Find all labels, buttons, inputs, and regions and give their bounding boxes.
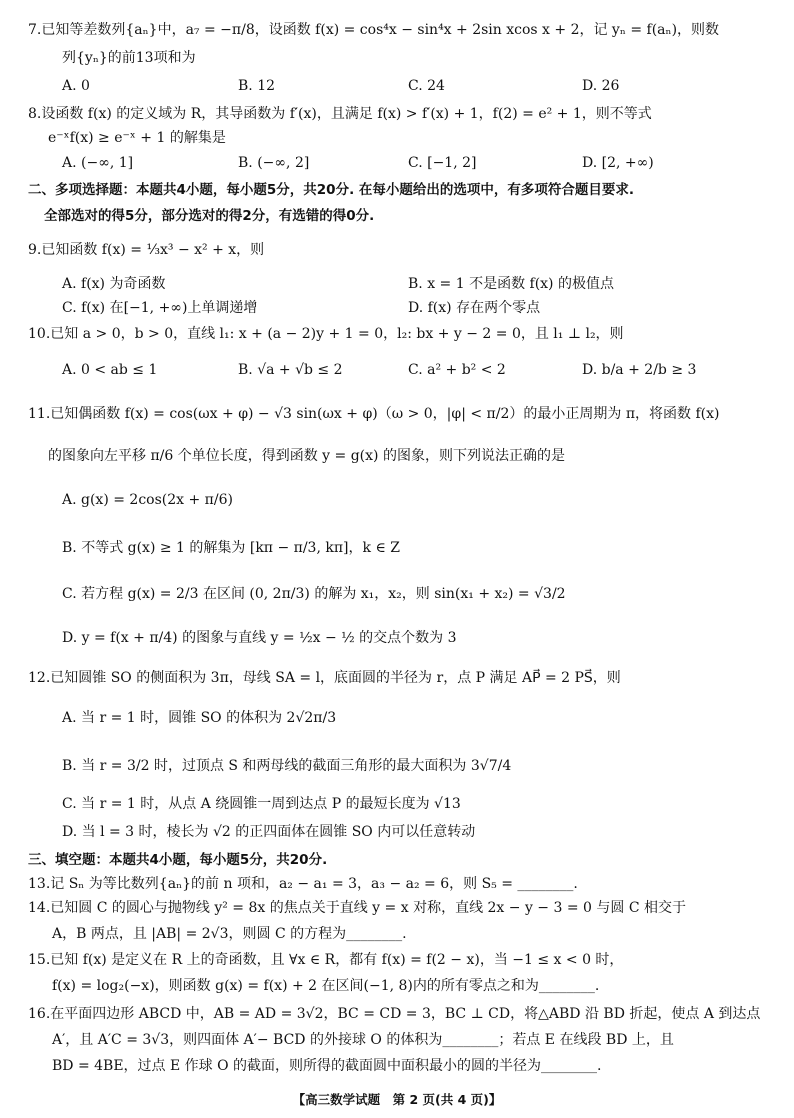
q12-option-a: A. 当 r = 1 时，圆锥 SO 的体积为 2√2π/3 xyxy=(62,710,337,726)
q7-option-d: D. 26 xyxy=(582,78,620,94)
q10-option-b: B. √a + √b ≤ 2 xyxy=(238,362,343,378)
q8-option-d: D. [2, +∞) xyxy=(582,155,654,171)
q12-option-b: B. 当 r = 3/2 时，过顶点 S 和两母线的截面三角形的最大面积为 3√7/4 xyxy=(62,758,512,774)
q8-option-c: C. [−1, 2] xyxy=(408,155,477,171)
q14-line1: 14.已知圆 C 的圆心与抛物线 y² = 8x 的焦点关于直线 y = x 对称，直线 2x − y − 3 = 0 与圆 C 相交于 xyxy=(28,900,686,916)
q13-stem: 13.记 Sₙ 为等比数列{aₙ}的前 n 项和，a₂ − a₁ = 3，a₃ − a₂ = 6，则 S₅ = ________. xyxy=(28,876,578,892)
section2-heading-line2: 全部选对的得5分，部分选对的得2分，有选错的得0分. xyxy=(44,208,375,224)
page-footer: 【高三数学试题 第 2 页(共 4 页)】 xyxy=(292,1092,502,1107)
section2-heading-line1: 二、多项选择题：本题共4小题，每小题5分，共20分. 在每小题给出的选项中，有多项符合题目要求. xyxy=(28,182,635,198)
q9-stem: 9.已知函数 f(x) = ⅓x³ − x² + x，则 xyxy=(28,242,265,258)
q8-stem-line2: e⁻ˣf(x) ≥ e⁻ˣ + 1 的解集是 xyxy=(48,130,226,146)
q7-stem-line2: 列{yₙ}的前13项和为 xyxy=(62,50,196,66)
q11-option-c: C. 若方程 g(x) = 2/3 在区间 (0, 2π/3) 的解为 x₁，x₂，则 sin(x₁ + x₂) = √3/2 xyxy=(62,586,566,602)
q10-option-a: A. 0 < ab ≤ 1 xyxy=(62,362,158,378)
q10-stem: 10.已知 a > 0，b > 0，直线 l₁: x + (a − 2)y + 1 = 0，l₂: bx + y − 2 = 0，且 l₁ ⊥ l₂，则 xyxy=(28,326,624,342)
q16-line1: 16.在平面四边形 ABCD 中，AB = AD = 3√2，BC = CD = 3，BC ⊥ CD，将△ABD 沿 BD 折起，使点 A 到达点 xyxy=(28,1006,761,1022)
q11-option-a: A. g(x) = 2cos(2x + π/6) xyxy=(62,492,233,508)
q11-stem-line1: 11.已知偶函数 f(x) = cos(ωx + φ) − √3 sin(ωx + φ)（ω > 0，|φ| < π/2）的最小正周期为 π，将函数 f(x) xyxy=(28,406,720,422)
q16-line2: A′，且 A′C = 3√3，则四面体 A′− BCD 的外接球 O 的体积为________；若点 E 在线段 BD 上，且 xyxy=(52,1032,674,1048)
q10-option-d: D. b/a + 2/b ≥ 3 xyxy=(582,362,697,378)
q12-option-d: D. 当 l = 3 时，棱长为 √2 的正四面体在圆锥 SO 内可以任意转动 xyxy=(62,824,476,840)
q7-option-a: A. 0 xyxy=(62,78,90,94)
q7-option-c: C. 24 xyxy=(408,78,445,94)
q11-stem-line2: 的图象向左平移 π/6 个单位长度，得到函数 y = g(x) 的图象，则下列说法正确的是 xyxy=(48,448,565,464)
q10-option-c: C. a² + b² < 2 xyxy=(408,362,506,378)
q14-line2: A，B 两点，且 |AB| = 2√3，则圆 C 的方程为________. xyxy=(52,926,407,942)
q8-stem-line1: 8.设函数 f(x) 的定义域为 R，其导函数为 f′(x)，且满足 f(x) > f′(x) + 1，f(2) = e² + 1，则不等式 xyxy=(28,106,652,122)
q7-option-b: B. 12 xyxy=(238,78,276,94)
q8-option-b: B. (−∞, 2] xyxy=(238,155,310,171)
section3-heading: 三、填空题：本题共4小题，每小题5分，共20分. xyxy=(28,852,328,868)
q7-stem-line1: 7.已知等差数列{aₙ}中，a₇ = −π/8，设函数 f(x) = cos⁴x − sin⁴x + 2sin xcos x + 2，记 yₙ = f(aₙ)，则数 xyxy=(28,22,720,38)
q12-option-c: C. 当 r = 1 时，从点 A 绕圆锥一周到达点 P 的最短长度为 √13 xyxy=(62,796,461,812)
q11-option-d: D. y = f(x + π/4) 的图象与直线 y = ½x − ½ 的交点个数为 3 xyxy=(62,630,457,646)
q16-line3: BD = 4BE，过点 E 作球 O 的截面，则所得的截面圆中面积最小的圆的半径为________. xyxy=(52,1058,602,1074)
q8-option-a: A. (−∞, 1] xyxy=(62,155,134,171)
q11-option-b: B. 不等式 g(x) ≥ 1 的解集为 [kπ − π/3, kπ]，k ∈ Z xyxy=(62,540,400,556)
q9-option-d: D. f(x) 存在两个零点 xyxy=(408,300,541,316)
q9-option-c: C. f(x) 在[−1, +∞)上单调递增 xyxy=(62,300,258,316)
q15-line1: 15.已知 f(x) 是定义在 R 上的奇函数，且 ∀x ∈ R，都有 f(x) = f(2 − x)，当 −1 ≤ x < 0 时， xyxy=(28,952,624,968)
q15-line2: f(x) = log₂(−x)，则函数 g(x) = f(x) + 2 在区间(−1, 8)内的所有零点之和为________. xyxy=(52,978,600,994)
q9-option-a: A. f(x) 为奇函数 xyxy=(62,276,166,292)
q9-option-b: B. x = 1 不是函数 f(x) 的极值点 xyxy=(408,276,614,292)
q12-stem: 12.已知圆锥 SO 的侧面积为 3π，母线 SA = l，底面圆的半径为 r，点 P 满足 AP⃗ = 2 PS⃗，则 xyxy=(28,670,621,686)
